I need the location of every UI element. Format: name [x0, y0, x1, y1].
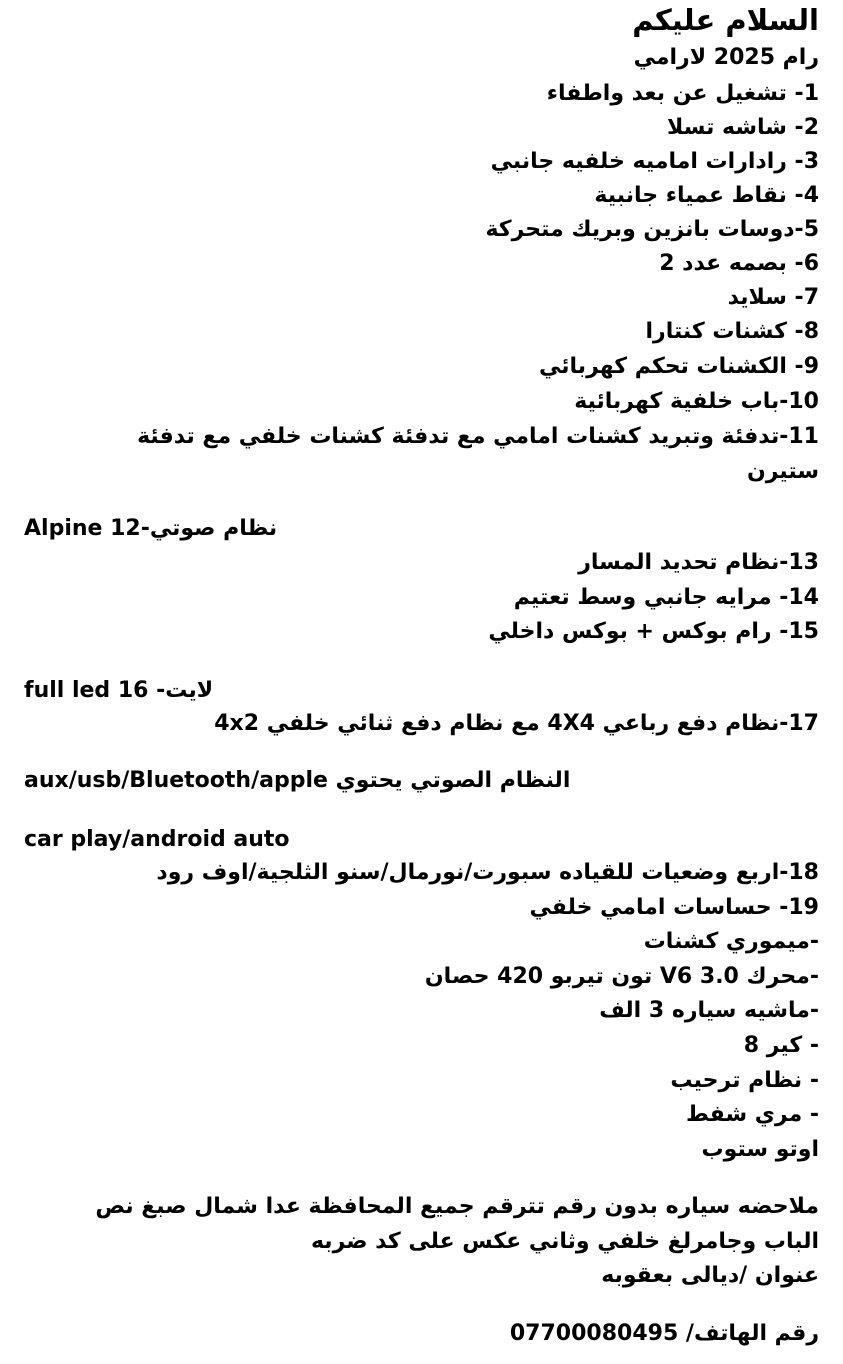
extra-welcome-system: - نظام ترحيب [670, 1068, 819, 1093]
feature-item-7: 7- سلايد [727, 285, 819, 310]
extra-engine: -محرك 3.0 V6 تون تيربو 420 حصان [424, 964, 819, 989]
feature-item-14: 14- مرايه جانبي وسط تعتيم [513, 585, 819, 610]
feature-item-9: 9- الكشنات تحكم كهربائي [539, 354, 819, 379]
carplay-line: car play/android auto [24, 827, 290, 852]
feature-item-2: 2- شاشه تسلا [667, 115, 819, 140]
feature-item-11-continued: ستيرن [746, 459, 819, 484]
feature-item-10: 10-باب خلفية كهربائية [574, 389, 819, 414]
car-model-line: رام 2025 لارامي [633, 45, 819, 70]
note-line-1: ملاحضه سياره بدون رقم تترقم جميع المحافظة عدا شمال صبغ نص [95, 1194, 819, 1219]
extra-mileage: -ماشيه سياره 3 الف [599, 998, 819, 1023]
feature-item-17: 17-نظام دفع رباعي 4X4 مع نظام دفع ثنائي خلفي 4x2 [214, 711, 819, 736]
feature-item-18: 18-اربع وضعيات للقياده سبورت/نورمال/سنو الثلجية/اوف رود [156, 860, 819, 885]
feature-item-3: 3- رادارات اماميه خلفيه جانبي [490, 149, 819, 174]
feature-item-16: لايت- full led 16 [24, 678, 214, 703]
extra-intake: - مري شفط [686, 1102, 819, 1127]
feature-item-11: 11-تدفئة وتبريد كشنات امامي مع تدفئة كشنات خلفي مع تدفئة [137, 424, 819, 449]
feature-item-13: 13-نظام تحديد المسار [578, 550, 819, 575]
note-line-2: الباب وجامرلغ خلفي وثاني عكس على كد ضربه [310, 1229, 819, 1254]
feature-item-1: 1- تشغيل عن بعد واطفاء [546, 81, 819, 106]
feature-item-15: 15- رام بوكس + بوكس داخلي [488, 619, 819, 644]
greeting-heading: السلام عليكم [632, 3, 819, 37]
address-line: عنوان /ديالى بعقوبه [601, 1263, 819, 1288]
feature-item-4: 4- نقاط عمياء جانبية [594, 183, 819, 208]
feature-item-5: 5-دوسات بانزين وبريك متحركة [485, 217, 819, 242]
audio-system-line: النظام الصوتي يحتوي aux/usb/Bluetooth/apple [24, 768, 571, 793]
feature-item-19: 19- حساسات امامي خلفي [529, 895, 819, 920]
feature-item-8: 8- كشنات كنتارا [645, 319, 819, 344]
phone-line: رقم الهاتف/ 07700080495 [509, 1321, 819, 1346]
extra-auto-stop: اوتو ستوب [701, 1137, 819, 1162]
feature-item-12: نظام صوتي-Alpine 12 [24, 516, 278, 541]
extra-gear: - كير 8 [743, 1033, 819, 1058]
extra-memory-seats: -ميموري كشنات [643, 929, 819, 954]
feature-item-6: 6- بصمه عدد 2 [659, 251, 819, 276]
